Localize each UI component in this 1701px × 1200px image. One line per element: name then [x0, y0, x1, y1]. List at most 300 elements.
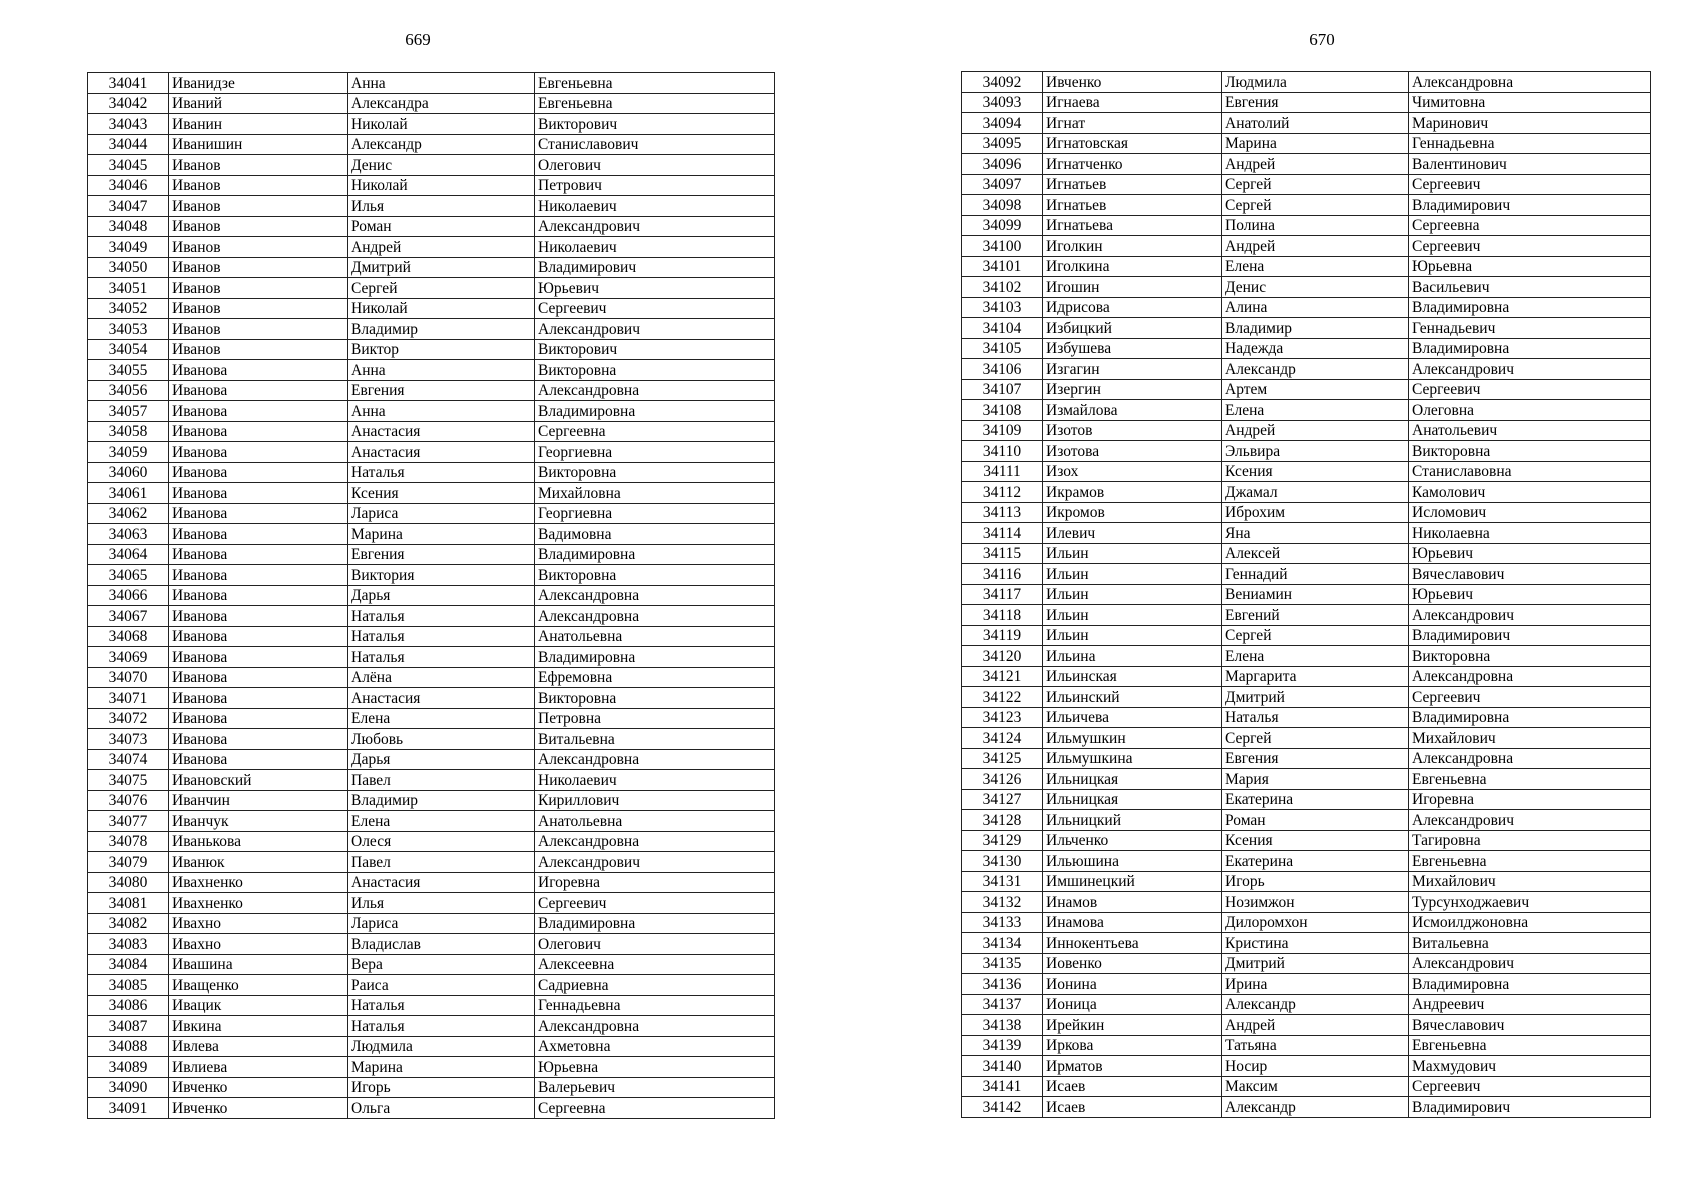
record-number: 34082	[88, 913, 169, 934]
first-name-cell: Николай	[348, 298, 535, 319]
patronymic-cell: Александрович	[535, 319, 775, 340]
surname-cell: Ильмушкин	[1043, 728, 1222, 749]
surname-cell: Иванишин	[169, 134, 348, 155]
first-name-cell: Людмила	[1222, 72, 1409, 93]
surname-cell: Иванова	[169, 606, 348, 627]
record-number: 34094	[962, 113, 1043, 134]
table-row	[962, 830, 1651, 851]
first-name-cell: Наталья	[348, 1016, 535, 1037]
surname-cell: Ильичева	[1043, 707, 1222, 728]
first-name-cell: Дмитрий	[1222, 687, 1409, 708]
first-name-cell: Дмитрий	[1222, 953, 1409, 974]
patronymic-cell: Викторовна	[535, 462, 775, 483]
table-row	[88, 237, 775, 258]
surname-cell: Исаев	[1043, 1097, 1222, 1118]
first-name-cell: Носир	[1222, 1056, 1409, 1077]
table-row	[962, 707, 1651, 728]
first-name-cell: Евгения	[1222, 92, 1409, 113]
patronymic-cell: Владимировна	[1409, 338, 1651, 359]
first-name-cell: Евгений	[1222, 605, 1409, 626]
surname-cell: Иовенко	[1043, 953, 1222, 974]
surname-cell: Иванов	[169, 196, 348, 217]
first-name-cell: Лариса	[348, 913, 535, 934]
first-name-cell: Дарья	[348, 585, 535, 606]
table-row	[88, 626, 775, 647]
patronymic-cell: Николаевич	[535, 196, 775, 217]
patronymic-cell: Анатольевич	[1409, 420, 1651, 441]
record-number: 34061	[88, 483, 169, 504]
record-number: 34140	[962, 1056, 1043, 1077]
record-number: 34074	[88, 749, 169, 770]
record-number: 34066	[88, 585, 169, 606]
record-number: 34104	[962, 318, 1043, 339]
table-row	[88, 134, 775, 155]
patronymic-cell: Сергеевич	[1409, 236, 1651, 257]
record-number: 34122	[962, 687, 1043, 708]
table-row	[88, 893, 775, 914]
record-number: 34095	[962, 133, 1043, 154]
first-name-cell: Ольга	[348, 1098, 535, 1119]
first-name-cell: Анастасия	[348, 442, 535, 463]
first-name-cell: Анастасия	[348, 421, 535, 442]
record-number: 34106	[962, 359, 1043, 380]
surname-cell: Избицкий	[1043, 318, 1222, 339]
patronymic-cell: Исломович	[1409, 502, 1651, 523]
page-number: 669	[405, 30, 431, 49]
table-row	[962, 72, 1651, 93]
record-number: 34076	[88, 790, 169, 811]
patronymic-cell: Алексеевна	[535, 954, 775, 975]
record-number: 34121	[962, 666, 1043, 687]
record-number: 34119	[962, 625, 1043, 646]
table-row	[962, 789, 1651, 810]
record-number: 34073	[88, 729, 169, 750]
surname-cell: Иванова	[169, 524, 348, 545]
surname-cell: Ильина	[1043, 646, 1222, 667]
names-table	[87, 72, 775, 1119]
surname-cell: Иванова	[169, 585, 348, 606]
patronymic-cell: Владимировна	[1409, 974, 1651, 995]
record-number: 34062	[88, 503, 169, 524]
first-name-cell: Раиса	[348, 975, 535, 996]
surname-cell: Иванова	[169, 667, 348, 688]
patronymic-cell: Олегович	[535, 934, 775, 955]
record-number: 34134	[962, 933, 1043, 954]
first-name-cell: Илья	[348, 196, 535, 217]
record-number: 34065	[88, 565, 169, 586]
surname-cell: Ионина	[1043, 974, 1222, 995]
record-number: 34068	[88, 626, 169, 647]
record-number: 34138	[962, 1015, 1043, 1036]
patronymic-cell: Владимирович	[535, 257, 775, 278]
patronymic-cell: Вячеславович	[1409, 564, 1651, 585]
patronymic-cell: Петровна	[535, 708, 775, 729]
patronymic-cell: Александрович	[535, 216, 775, 237]
first-name-cell: Виктор	[348, 339, 535, 360]
first-name-cell: Андрей	[1222, 154, 1409, 175]
surname-cell: Иванова	[169, 729, 348, 750]
table-row	[962, 810, 1651, 831]
table-row	[962, 1056, 1651, 1077]
surname-cell: Ильин	[1043, 543, 1222, 564]
surname-cell: Ивкина	[169, 1016, 348, 1037]
surname-cell: Иркова	[1043, 1035, 1222, 1056]
surname-cell: Игнатовская	[1043, 133, 1222, 154]
patronymic-cell: Александрович	[1409, 359, 1651, 380]
patronymic-cell: Александровна	[535, 1016, 775, 1037]
first-name-cell: Алёна	[348, 667, 535, 688]
patronymic-cell: Владимировна	[535, 647, 775, 668]
record-number: 34079	[88, 852, 169, 873]
first-name-cell: Павел	[348, 770, 535, 791]
record-number: 34045	[88, 155, 169, 176]
first-name-cell: Елена	[1222, 400, 1409, 421]
record-number: 34067	[88, 606, 169, 627]
first-name-cell: Дмитрий	[348, 257, 535, 278]
surname-cell: Ивашина	[169, 954, 348, 975]
patronymic-cell: Витальевна	[535, 729, 775, 750]
first-name-cell: Мария	[1222, 769, 1409, 790]
first-name-cell: Ксения	[1222, 830, 1409, 851]
surname-cell: Иванова	[169, 483, 348, 504]
surname-cell: Игошин	[1043, 277, 1222, 298]
surname-cell: Ильин	[1043, 605, 1222, 626]
surname-cell: Иванова	[169, 708, 348, 729]
record-number: 34093	[962, 92, 1043, 113]
table-row	[88, 831, 775, 852]
names-table-body	[962, 72, 1651, 1118]
record-number: 34088	[88, 1036, 169, 1057]
surname-cell: Иванова	[169, 626, 348, 647]
table-row	[962, 851, 1651, 872]
record-number: 34047	[88, 196, 169, 217]
first-name-cell: Эльвира	[1222, 441, 1409, 462]
record-number: 34046	[88, 175, 169, 196]
first-name-cell: Ксения	[348, 483, 535, 504]
record-number: 34058	[88, 421, 169, 442]
table-row	[962, 892, 1651, 913]
table-row	[962, 994, 1651, 1015]
table-row	[88, 380, 775, 401]
first-name-cell: Сергей	[1222, 174, 1409, 195]
table-row	[88, 442, 775, 463]
first-name-cell: Николай	[348, 175, 535, 196]
record-number: 34075	[88, 770, 169, 791]
patronymic-cell: Евгеньевна	[535, 93, 775, 114]
record-number: 34083	[88, 934, 169, 955]
record-number: 34097	[962, 174, 1043, 195]
table-row	[88, 503, 775, 524]
table-row	[962, 379, 1651, 400]
record-number: 34089	[88, 1057, 169, 1078]
surname-cell: Иванова	[169, 462, 348, 483]
surname-cell: Ильницкая	[1043, 789, 1222, 810]
patronymic-cell: Александровна	[535, 831, 775, 852]
patronymic-cell: Александровна	[1409, 666, 1651, 687]
first-name-cell: Наталья	[1222, 707, 1409, 728]
first-name-cell: Ирина	[1222, 974, 1409, 995]
first-name-cell: Маргарита	[1222, 666, 1409, 687]
patronymic-cell: Юрьевна	[1409, 256, 1651, 277]
record-number: 34127	[962, 789, 1043, 810]
surname-cell: Иванов	[169, 278, 348, 299]
patronymic-cell: Маринович	[1409, 113, 1651, 134]
table-row	[88, 319, 775, 340]
patronymic-cell: Георгиевна	[535, 442, 775, 463]
record-number: 34042	[88, 93, 169, 114]
surname-cell: Ильин	[1043, 625, 1222, 646]
surname-cell: Ирейкин	[1043, 1015, 1222, 1036]
table-row	[88, 913, 775, 934]
first-name-cell: Елена	[348, 708, 535, 729]
table-row	[962, 195, 1651, 216]
first-name-cell: Наталья	[348, 606, 535, 627]
record-number: 34048	[88, 216, 169, 237]
table-row	[88, 360, 775, 381]
first-name-cell: Марина	[348, 524, 535, 545]
table-row	[88, 278, 775, 299]
table-row	[88, 401, 775, 422]
patronymic-cell: Витальевна	[1409, 933, 1651, 954]
first-name-cell: Игорь	[1222, 871, 1409, 892]
record-number: 34129	[962, 830, 1043, 851]
record-number: 34086	[88, 995, 169, 1016]
table-row	[962, 318, 1651, 339]
patronymic-cell: Сергеевич	[1409, 1076, 1651, 1097]
patronymic-cell: Евгеньевна	[1409, 851, 1651, 872]
record-number: 34131	[962, 871, 1043, 892]
patronymic-cell: Михайлович	[1409, 871, 1651, 892]
table-row	[88, 934, 775, 955]
first-name-cell: Елена	[1222, 646, 1409, 667]
surname-cell: Ильюшина	[1043, 851, 1222, 872]
table-row	[962, 461, 1651, 482]
surname-cell: Иванова	[169, 647, 348, 668]
table-row	[88, 298, 775, 319]
patronymic-cell: Махмудович	[1409, 1056, 1651, 1077]
surname-cell: Иванова	[169, 401, 348, 422]
first-name-cell: Анастасия	[348, 872, 535, 893]
first-name-cell: Евгения	[1222, 748, 1409, 769]
table-row	[962, 154, 1651, 175]
first-name-cell: Андрей	[1222, 420, 1409, 441]
table-row	[88, 585, 775, 606]
surname-cell: Избушева	[1043, 338, 1222, 359]
table-row	[88, 790, 775, 811]
table-row	[88, 73, 775, 94]
surname-cell: Измайлова	[1043, 400, 1222, 421]
first-name-cell: Анна	[348, 401, 535, 422]
surname-cell: Имшинецкий	[1043, 871, 1222, 892]
patronymic-cell: Андреевич	[1409, 994, 1651, 1015]
surname-cell: Иванова	[169, 421, 348, 442]
patronymic-cell: Юрьевич	[535, 278, 775, 299]
patronymic-cell: Викторовна	[535, 360, 775, 381]
patronymic-cell: Олеговна	[1409, 400, 1651, 421]
record-number: 34041	[88, 73, 169, 94]
surname-cell: Игнатьев	[1043, 195, 1222, 216]
table-row	[962, 482, 1651, 503]
table-row	[88, 1036, 775, 1057]
patronymic-cell: Вадимовна	[535, 524, 775, 545]
table-row	[962, 92, 1651, 113]
surname-cell: Иванова	[169, 380, 348, 401]
first-name-cell: Дарья	[348, 749, 535, 770]
first-name-cell: Алексей	[1222, 543, 1409, 564]
surname-cell: Ильин	[1043, 584, 1222, 605]
patronymic-cell: Станиславовна	[1409, 461, 1651, 482]
first-name-cell: Евгения	[348, 380, 535, 401]
surname-cell: Ильмушкина	[1043, 748, 1222, 769]
record-number: 34135	[962, 953, 1043, 974]
table-row	[88, 421, 775, 442]
record-number: 34087	[88, 1016, 169, 1037]
patronymic-cell: Валентинович	[1409, 154, 1651, 175]
table-row	[962, 974, 1651, 995]
first-name-cell: Екатерина	[1222, 789, 1409, 810]
record-number: 34111	[962, 461, 1043, 482]
surname-cell: Изох	[1043, 461, 1222, 482]
table-row	[962, 1076, 1651, 1097]
record-number: 34132	[962, 892, 1043, 913]
table-row	[962, 953, 1651, 974]
surname-cell: Иванов	[169, 216, 348, 237]
first-name-cell: Иброхим	[1222, 502, 1409, 523]
record-number: 34103	[962, 297, 1043, 318]
table-row	[962, 215, 1651, 236]
record-number: 34043	[88, 114, 169, 135]
surname-cell: Иванова	[169, 749, 348, 770]
first-name-cell: Владимир	[348, 319, 535, 340]
first-name-cell: Джамал	[1222, 482, 1409, 503]
record-number: 34064	[88, 544, 169, 565]
table-row	[962, 543, 1651, 564]
record-number: 34139	[962, 1035, 1043, 1056]
table-row	[962, 277, 1651, 298]
surname-cell: Ивченко	[169, 1098, 348, 1119]
record-number: 34054	[88, 339, 169, 360]
table-row	[88, 483, 775, 504]
surname-cell: Игнаева	[1043, 92, 1222, 113]
patronymic-cell: Юрьевич	[1409, 543, 1651, 564]
patronymic-cell: Станиславович	[535, 134, 775, 155]
table-row	[88, 155, 775, 176]
record-number: 34141	[962, 1076, 1043, 1097]
patronymic-cell: Николаевич	[535, 770, 775, 791]
patronymic-cell: Викторовна	[535, 565, 775, 586]
surname-cell: Изергин	[1043, 379, 1222, 400]
patronymic-cell: Сергеевич	[1409, 174, 1651, 195]
first-name-cell: Игорь	[348, 1077, 535, 1098]
patronymic-cell: Сергеевич	[535, 298, 775, 319]
surname-cell: Иванов	[169, 237, 348, 258]
surname-cell: Ивахненко	[169, 872, 348, 893]
record-number: 34072	[88, 708, 169, 729]
patronymic-cell: Камолович	[1409, 482, 1651, 503]
record-number: 34053	[88, 319, 169, 340]
first-name-cell: Дилоромхон	[1222, 912, 1409, 933]
patronymic-cell: Александровна	[535, 585, 775, 606]
first-name-cell: Сергей	[1222, 728, 1409, 749]
first-name-cell: Владислав	[348, 934, 535, 955]
surname-cell: Иванова	[169, 544, 348, 565]
patronymic-cell: Анатольевна	[535, 626, 775, 647]
first-name-cell: Марина	[1222, 133, 1409, 154]
table-row	[88, 175, 775, 196]
surname-cell: Ионица	[1043, 994, 1222, 1015]
patronymic-cell: Сергеевна	[1409, 215, 1651, 236]
patronymic-cell: Владимировна	[535, 401, 775, 422]
first-name-cell: Денис	[348, 155, 535, 176]
first-name-cell: Александр	[1222, 359, 1409, 380]
surname-cell: Иванов	[169, 298, 348, 319]
first-name-cell: Александр	[1222, 1097, 1409, 1118]
record-number: 34092	[962, 72, 1043, 93]
surname-cell: Игнатьева	[1043, 215, 1222, 236]
first-name-cell: Роман	[348, 216, 535, 237]
surname-cell: Иголкин	[1043, 236, 1222, 257]
first-name-cell: Лариса	[348, 503, 535, 524]
table-row	[88, 196, 775, 217]
surname-cell: Ильницкий	[1043, 810, 1222, 831]
first-name-cell: Алина	[1222, 297, 1409, 318]
patronymic-cell: Чимитовна	[1409, 92, 1651, 113]
surname-cell: Иваний	[169, 93, 348, 114]
table-row	[962, 359, 1651, 380]
record-number: 34117	[962, 584, 1043, 605]
surname-cell: Ивлева	[169, 1036, 348, 1057]
patronymic-cell: Ахметовна	[535, 1036, 775, 1057]
surname-cell: Игнатченко	[1043, 154, 1222, 175]
surname-cell: Ивченко	[169, 1077, 348, 1098]
first-name-cell: Олеся	[348, 831, 535, 852]
table-row	[962, 584, 1651, 605]
names-table	[961, 71, 1651, 1118]
record-number: 34108	[962, 400, 1043, 421]
table-row	[88, 729, 775, 750]
first-name-cell: Владимир	[1222, 318, 1409, 339]
table-row	[88, 93, 775, 114]
table-row	[962, 236, 1651, 257]
first-name-cell: Сергей	[1222, 195, 1409, 216]
surname-cell: Изгагин	[1043, 359, 1222, 380]
table-row	[88, 954, 775, 975]
table-row	[962, 420, 1651, 441]
patronymic-cell: Викторович	[535, 339, 775, 360]
record-number: 34113	[962, 502, 1043, 523]
table-row	[88, 688, 775, 709]
surname-cell: Ильинская	[1043, 666, 1222, 687]
table-row	[962, 441, 1651, 462]
record-number: 34123	[962, 707, 1043, 728]
first-name-cell: Андрей	[348, 237, 535, 258]
table-row	[88, 606, 775, 627]
table-row	[88, 770, 775, 791]
surname-cell: Икромов	[1043, 502, 1222, 523]
surname-cell: Ирматов	[1043, 1056, 1222, 1077]
patronymic-cell: Александровна	[535, 606, 775, 627]
patronymic-cell: Сергеевич	[1409, 379, 1651, 400]
surname-cell: Иващенко	[169, 975, 348, 996]
table-row	[88, 852, 775, 873]
patronymic-cell: Юрьевна	[535, 1057, 775, 1078]
surname-cell: Изотова	[1043, 441, 1222, 462]
patronymic-cell: Александрович	[535, 852, 775, 873]
first-name-cell: Марина	[348, 1057, 535, 1078]
table-row	[88, 114, 775, 135]
table-row	[88, 811, 775, 832]
table-row	[88, 708, 775, 729]
